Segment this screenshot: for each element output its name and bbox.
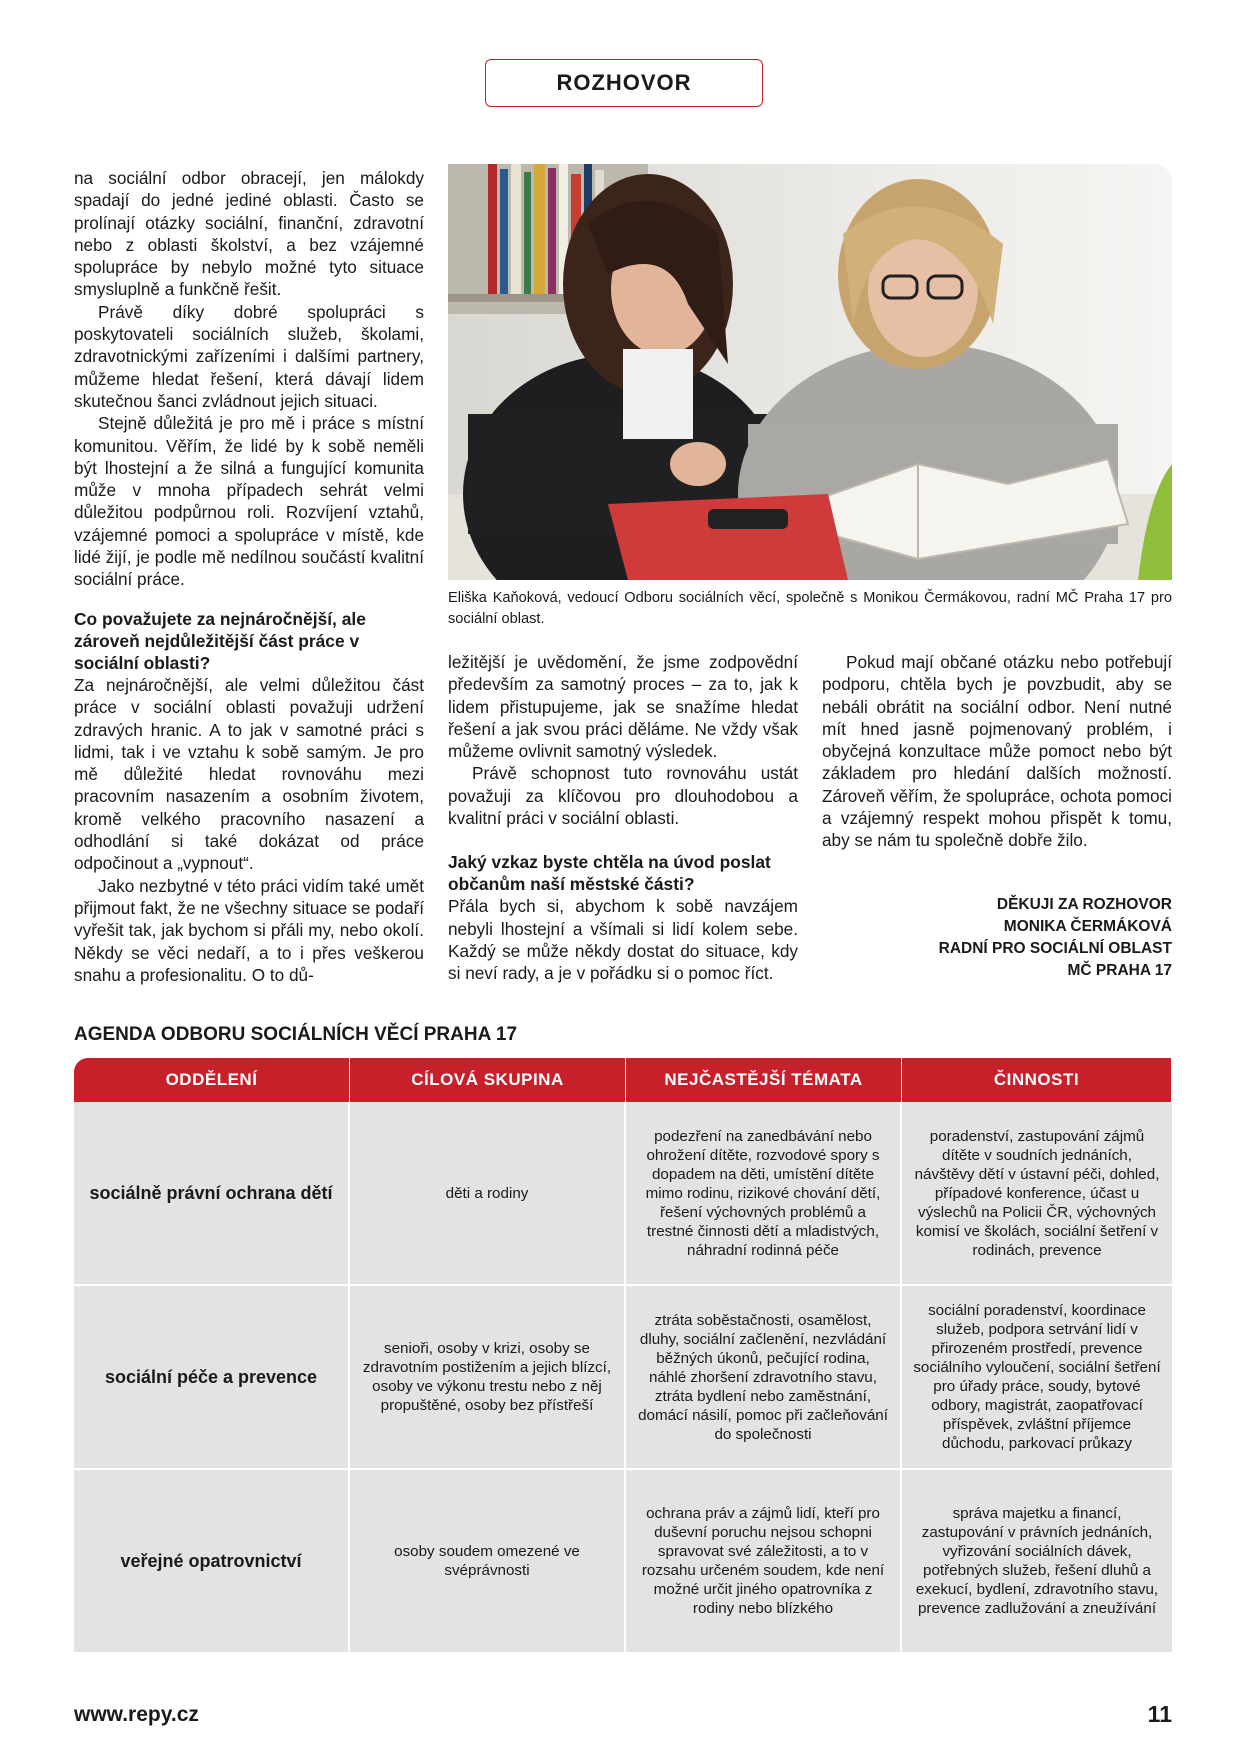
table-cell: ztráta soběstačnosti, osamělost, dluhy, sociální začlenění, nezvládání běžných úkonů, pečující rodina, náhlé zhoršení zdravotního stavu, ztráta bydlení nebo zaměstnání, domácí násilí, pomoc při začleňování do společnosti — [626, 1286, 902, 1470]
photo-caption: Eliška Kaňoková, vedoucí Odboru sociálních věcí, společně s Monikou Čermákovou, radní MČ Praha 17 pro sociální oblast. — [448, 590, 1172, 627]
column-1-top — [74, 167, 424, 591]
table-cell-department: sociální péče a prevence — [74, 1286, 350, 1470]
thanks-signature — [822, 894, 1172, 982]
interview-photo — [448, 164, 1172, 580]
thanks-line: MONIKA ČERMÁKOVÁ — [1003, 918, 1172, 935]
thanks-line: DĚKUJI ZA ROZHOVOR — [996, 896, 1172, 913]
table-cell-department: sociálně právní ochrana dětí — [74, 1102, 350, 1286]
column-3 — [822, 651, 1172, 852]
question-heading: Jaký vzkaz byste chtěla na úvod poslat občanům naší městské části? — [448, 852, 771, 895]
table-cell: děti a rodiny — [350, 1102, 626, 1286]
table-cell: správa majetku a financí, zastupování v právních jednáních, vyřizování sociálních dávek, potřebných služeb, řešení dluhů a exekucí, bydlení, zdravotního stavu, prevence zadlužování a zneužívání — [902, 1470, 1172, 1654]
table-header-cell: CÍLOVÁ SKUPINA — [350, 1058, 626, 1102]
paragraph: Jako nezbytné v této práci vidím také umět přijmout fakt, že ne všechny situace se podaří vyřešit tak, jak bychom si přáli my, nebo okolí. Někdy se věci nedaří, a to i přes veškerou snahu a profesionalitu. O to dů- — [74, 875, 424, 985]
paragraph: na sociální odbor obracejí, jen málokdy spadají do jedné jediné oblasti. Často se prolínají otázky sociální, finanční, zdravotní nebo z oblasti školství, a bez vzájemné spolupráce by nebylo možné tyto situace smysluplně a funkčně řešit. — [74, 168, 424, 300]
paragraph: Právě díky dobré spolupráci s poskytovateli sociálních služeb, školami, zdravotnickými zařízeními i dalšími partnery, můžeme hledat řešení, která dávají lidem skutečnou šanci zvládnout jejich situaci. — [74, 301, 424, 411]
paragraph: Pokud mají občané otázku nebo potřebují podporu, chtěla bych je povzbudit, aby se nebáli obrátit na sociální odbor. Není nutné mít hned jasně pojmenovaný problém, i obyčejná konzultace může pomoct nebo být základem pro hledání dalších možností. Zároveň věřím, že spolupráce, ochota pomoci a vzájemný respekt mohou přispět k tomu, aby se nám tu společně dobře žilo. — [822, 652, 1172, 851]
table-cell: poradenství, zastupování zájmů dítěte v soudních jednáních, návštěvy dětí v ústavní péči, dohled, případové konference, účast u výslechů na Policii ČR, výchovných komisí ve školách, sociální šetření v rodinách, prevence — [902, 1102, 1172, 1286]
paragraph: Za nejnáročnější, ale velmi důležitou část práce v sociální oblasti považuji udržení zdravých hranic. A to jak v samotné práci s lidmi, tak i ve vztahu k sobě samým. Je pro mě důležité hledat rovnováhu mezi pracovním nasazením a osobním životem, kromě velkého pracovního nasazení a odhodlání si také dokázat od práce odpočinout a „vypnout“. — [74, 675, 424, 874]
table-cell: ochrana práv a zájmů lidí, kteří pro duševní poruchu nejsou schopni spravovat své záležitosti, a to v rozsahu určeném soudem, kde není možné určit jiného opatrovníka z rodiny nebo blízkého — [626, 1470, 902, 1654]
thanks-line: MČ PRAHA 17 — [1067, 962, 1172, 979]
table-header-cell: ČINNOSTI — [902, 1058, 1172, 1102]
paragraph: ležitější je uvědomění, že jsme zodpovědní především za samotný proces – za to, jak k lidem přistupujeme, jak se snažíme hledat řešení a jak svou práci děláme. Ne vždy však můžeme ovlivnit samotný výsledek. — [448, 652, 798, 762]
table-cell: podezření na zanedbávání nebo ohrožení dítěte, rozvodové spory s dopadem na děti, umístění dítěte mimo rodinu, rizikové chování dětí, řešení výchovných problémů a trestné činnosti dětí a mladistvých, náhradní rodinná péče — [626, 1102, 902, 1286]
page-number: 11 — [1147, 1701, 1172, 1727]
footer-url: www.repy.cz — [74, 1703, 199, 1726]
column-2 — [448, 651, 798, 985]
table-header-cell: NEJČASTĚJŠÍ TÉMATA — [626, 1058, 902, 1102]
thanks-line: RADNÍ PRO SOCIÁLNÍ OBLAST — [938, 940, 1172, 957]
table-cell: senioři, osoby v krizi, osoby se zdravotním postižením a jejich blízcí, osoby ve výkonu trestu nebo z něj propuštěné, osoby bez přístřeší — [350, 1286, 626, 1470]
table-header-cell: ODDĚLENÍ — [74, 1058, 350, 1102]
section-label: ROZHOVOR — [485, 59, 763, 107]
table-cell-department: veřejné opatrovnictví — [74, 1470, 350, 1654]
table-cell: sociální poradenství, koordinace služeb, podpora setrvání lidí v přirozeném prostředí, prevence sociálního vyloučení, sociální šetření pro úřady práce, soudy, bytové odbory, magistrát, zaopatřovací příspěvek, zvláštní příjemce důchodu, parkovací průkazy — [902, 1286, 1172, 1470]
question-heading: Co považujete za nejnáročnější, ale zároveň nejdůležitější část práce v sociální oblasti? — [74, 609, 366, 673]
column-1-bottom — [74, 608, 424, 986]
agenda-title: AGENDA ODBORU SOCIÁLNÍCH VĚCÍ PRAHA 17 — [74, 1024, 518, 1045]
photo-illustration — [448, 164, 1172, 580]
agenda-table — [74, 1058, 1172, 1654]
table-cell: osoby soudem omezené ve svéprávnosti — [350, 1470, 626, 1654]
paragraph: Přála bych si, abychom k sobě navzájem nebyli lhostejní a všímali si lidí kolem sebe. Každý se může někdy dostat do situace, kdy si neví rady, a je v pořádku si o pomoc říct. — [448, 896, 798, 984]
paragraph: Právě schopnost tuto rovnováhu ustát považuji za klíčovou pro dlouhodobou a kvalitní práci v sociální oblasti. — [448, 763, 798, 829]
paragraph: Stejně důležitá je pro mě i práce s místní komunitou. Věřím, že lidé by k sobě neměli být lhostejní a že silná a fungující komunita může v mnoha případech sehrát velmi důležitou podpůrnou roli. Rozvíjení vztahů, vzájemné pomoci a spolupráce v místě, kde lidé žijí, je podle mě nedílnou součástí kvalitní sociální práce. — [74, 413, 424, 590]
